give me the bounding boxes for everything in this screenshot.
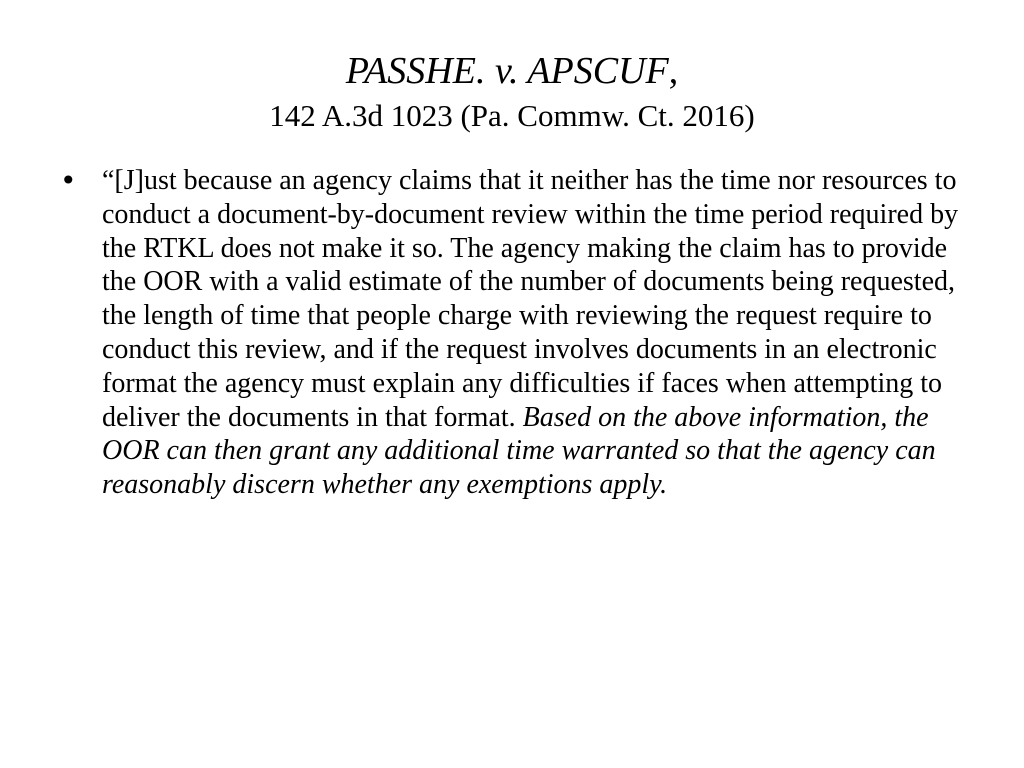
case-name: PASSHE. v. APSCUF xyxy=(345,50,669,92)
bullet-item xyxy=(60,164,965,502)
slide-title xyxy=(0,46,1024,136)
quote-text-italic: Based on the above information, the OOR can then grant any additional time warranted so that the agency can reasonably discern whether any exemptions apply. xyxy=(102,401,936,501)
case-citation: 142 A.3d 1023 (Pa. Commw. Ct. 2016) xyxy=(269,98,755,133)
bullet-marker-icon: • xyxy=(60,164,77,197)
title-line-case xyxy=(0,46,1024,96)
bullet-list xyxy=(60,164,965,502)
title-comma: , xyxy=(668,50,679,92)
quote-text: “[J]ust because an agency claims that it neither has the time nor resources to conduct a document-by-document review within the time period required by the RTKL does not make it so. The agency making the claim has to provide the OOR with a valid estimate of the number of documents being requested, the length of time that people charge with reviewing the request require to conduct this review, and if the request involves documents in an electronic format the agency must explain any difficulties if faces when attempting to deliver the documents in that format. xyxy=(102,165,959,433)
